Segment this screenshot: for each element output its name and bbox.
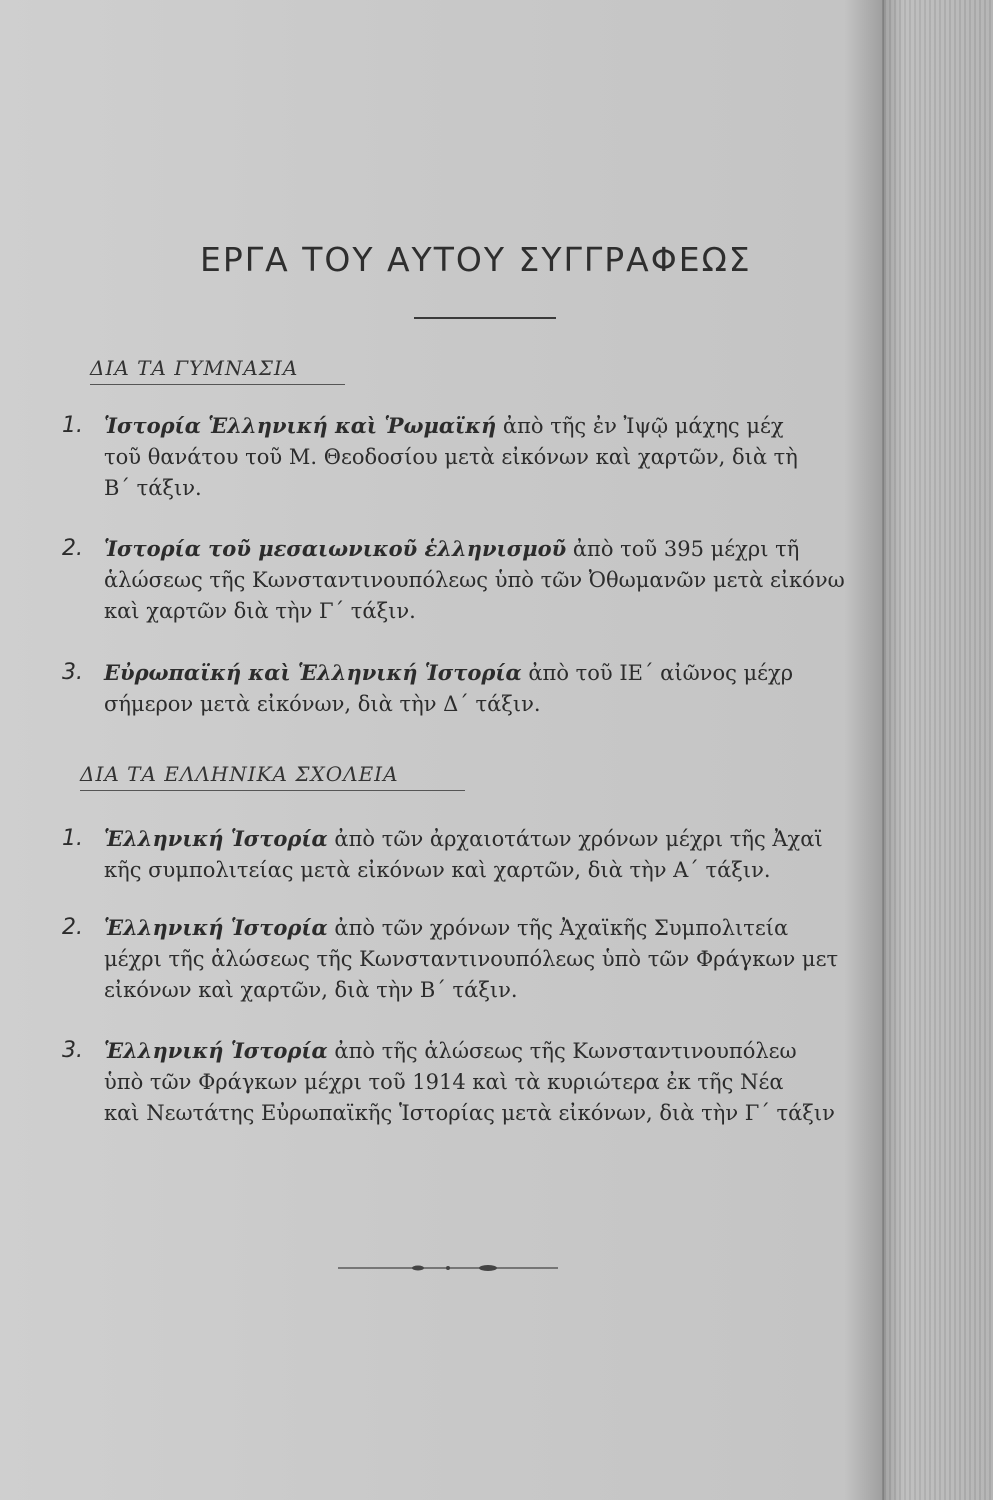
- entry-line: καὶ χαρτῶν διὰ τὴν Γ΄ τάξιν.: [104, 599, 416, 623]
- entry-title: Ἑλληνική Ἱστορία: [104, 826, 328, 851]
- entry-text: [104, 912, 892, 1006]
- entry-text: [104, 823, 892, 886]
- entry-line: σήμερον μετὰ εἰκόνων, διὰ τὴν Δ΄ τάξιν.: [104, 692, 541, 716]
- entry-line: ἀπὸ τοῦ 395 μέχρι τῆ: [572, 537, 800, 561]
- entry-title: Ἱστορία τοῦ μεσαιωνικοῦ ἑλληνισμοῦ: [104, 536, 567, 561]
- entry-line: κῆς συμπολιτείας μετὰ εἰκόνων καὶ χαρτῶν, διὰ τὴν Α΄ τάξιν.: [104, 858, 771, 882]
- list-item: [62, 657, 892, 720]
- page-heading: ΕΡΓΑ ΤΟΥ ΑΥΤΟΥ ΣΥΓΓΡΑΦΕΩΣ: [200, 240, 752, 279]
- ornament-divider: [338, 1262, 558, 1274]
- entry-title: Ἑλληνική Ἱστορία: [104, 1038, 328, 1063]
- section-gymnasia: [90, 356, 345, 385]
- section-ellinika-scholeia: [80, 762, 465, 791]
- entry-line: ἀπὸ τῶν χρόνων τῆς Ἀχαϊκῆς Συμπολιτεία: [334, 916, 789, 940]
- entry-text: [104, 410, 892, 504]
- section-title: ΔΙΑ ΤΑ ΓΥΜΝΑΣΙΑ: [90, 356, 299, 380]
- list-item: [62, 823, 892, 886]
- entry-line: ἁλώσεως τῆς Κωνσταντινουπόλεως ὑπὸ τῶν Ὀθωμανῶν μετὰ εἰκόνω: [104, 568, 845, 592]
- entry-text: [104, 533, 892, 627]
- entry-number: 3.: [62, 660, 83, 685]
- list-item: [62, 533, 892, 627]
- heading-rule: [414, 317, 556, 319]
- entry-line: ἀπὸ τῆς ἁλώσεως τῆς Κωνσταντινουπόλεω: [334, 1039, 797, 1063]
- entry-line: τοῦ θανάτου τοῦ Μ. Θεοδοσίου μετὰ εἰκόνων καὶ χαρτῶν, διὰ τὴ: [104, 445, 798, 469]
- book-spine-edge: [882, 0, 993, 1500]
- entry-title: Εὐρωπαϊκή καὶ Ἑλληνική Ἱστορία: [104, 660, 522, 685]
- entry-title: Ἱστορία Ἑλληνική καὶ Ῥωμαϊκή: [104, 413, 497, 438]
- entry-number: 3.: [62, 1038, 83, 1063]
- entry-number: 1.: [62, 826, 83, 851]
- entry-text: [104, 657, 892, 720]
- entry-line: εἰκόνων καὶ χαρτῶν, διὰ τὴν Β΄ τάξιν.: [104, 978, 518, 1002]
- entry-title: Ἑλληνική Ἱστορία: [104, 915, 328, 940]
- entry-number: 2.: [62, 915, 83, 940]
- entry-line: καὶ Νεωτάτης Εὐρωπαϊκῆς Ἱστορίας μετὰ εἰκόνων, διὰ τὴν Γ΄ τάξιν: [104, 1101, 835, 1125]
- section-title: ΔΙΑ ΤΑ ΕΛΛΗΝΙΚΑ ΣΧΟΛΕΙΑ: [80, 762, 399, 786]
- list-item: [62, 410, 892, 504]
- section-underline: [80, 790, 465, 791]
- entry-line: μέχρι τῆς ἁλώσεως τῆς Κωνσταντινουπόλεως ὑπὸ τῶν Φράγκων μετ: [104, 947, 839, 971]
- entry-number: 1.: [62, 413, 83, 438]
- section-underline: [90, 384, 345, 385]
- entry-line: ἀπὸ τῆς ἐν Ἰψῷ μάχης μέχ: [502, 414, 784, 438]
- entry-line: ὑπὸ τῶν Φράγκων μέχρι τοῦ 1914 καὶ τὰ κυριώτερα ἐκ τῆς Νέα: [104, 1070, 784, 1094]
- entry-line: ἀπὸ τοῦ ΙΕ΄ αἰῶνος μέχρ: [528, 661, 794, 685]
- entry-number: 2.: [62, 536, 83, 561]
- entry-text: [104, 1035, 892, 1129]
- list-item: [62, 1035, 892, 1129]
- list-item: [62, 912, 892, 1006]
- entry-line: Β΄ τάξιν.: [104, 476, 202, 500]
- entry-line: ἀπὸ τῶν ἀρχαιοτάτων χρόνων μέχρι τῆς Ἀχαϊ: [334, 827, 823, 851]
